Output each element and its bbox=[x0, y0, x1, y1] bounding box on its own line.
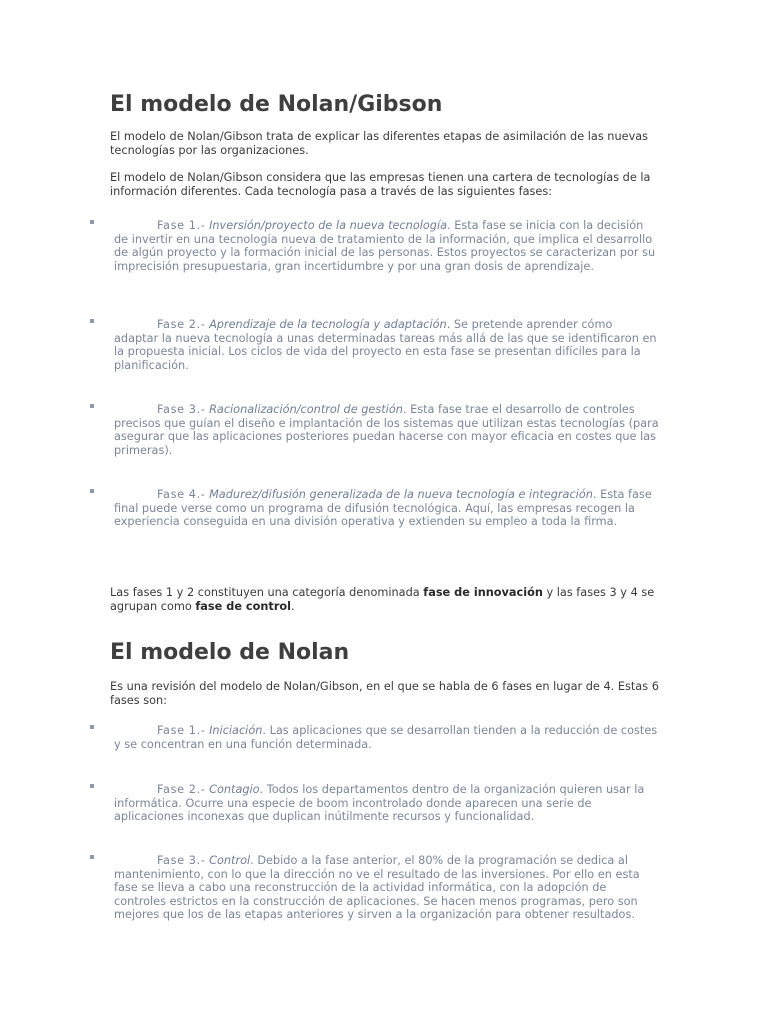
item-body: . Esta fase final puede verse como un programa de difusión tecnológica. Aquí, las empresas recogen la experiencia conseguida en una división operativa y extienden su empleo a toda la firma. bbox=[114, 488, 652, 529]
innovation-phase-term: fase de innovación bbox=[423, 586, 543, 599]
bullet-icon bbox=[90, 220, 94, 224]
item-label: Fase 3.- bbox=[157, 403, 206, 416]
section2-title: El modelo de Nolan bbox=[110, 640, 350, 665]
item-title: Inversión/proyecto de la nueva tecnología bbox=[209, 219, 448, 232]
item-label: Fase 1.- bbox=[157, 219, 206, 232]
item-body: . Debido a la fase anterior, el 80% de la programación se dedica al mantenimiento, con lo que la dirección no ve el resultado de las inversiones. Por ello en esta fase se lleva a cabo una reconstrucción de la actividad informática, con la adopción de controles estrictos en la construcción de aplicaciones. Se hacen menos programas, pero son mejores que los de las etapas anteriores y sirven a la organización para obtener resultados. bbox=[114, 854, 640, 922]
item-body: . Se pretende aprender cómo adaptar la nueva tecnología a unas determinadas tareas más allá de las que se identificaron en la propuesta inicial. Los ciclos de vida del proyecto en esta fase se presentan difíciles para la planificación. bbox=[114, 318, 657, 372]
item-body: . Esta fase trae el desarrollo de controles precisos que guían el diseño e implantación de los sistemas que utilizan estas tecnologías (para asegurar que las aplicaciones posteriores puedan hacerse con mayor eficacia en costes que las primeras). bbox=[114, 403, 659, 457]
bullet-icon bbox=[90, 404, 94, 408]
section1-intro-2: El modelo de Nolan/Gibson considera que las empresas tienen una cartera de tecnologías de la información diferentes. Cada tecnología pasa a través de las siguientes fases: bbox=[110, 171, 651, 198]
item-body: . Esta fase se inicia con la decisión de invertir en una tecnología nueva de tratamiento de la información, que implica el desarrollo de algún proyecto y la formación inicial de las personas. Estos proyectos se caracterizan por su imprecisión presupuestaria, gran incertidumbre y por una gran dosis de aprendizaje. bbox=[114, 219, 656, 273]
section1-closing: Las fases 1 y 2 constituyen una categoría denominada fase de innovación y las fases 3 y 4 se agrupan como fase de control. bbox=[110, 586, 655, 613]
item-label: Fase 3.- bbox=[157, 854, 206, 867]
item-title: Control bbox=[209, 854, 251, 867]
item-label: Fase 1.- bbox=[157, 724, 206, 737]
item-label: Fase 2.- bbox=[157, 783, 206, 796]
item-label: Fase 4.- bbox=[157, 488, 206, 501]
bullet-icon bbox=[90, 319, 94, 323]
control-phase-term: fase de control bbox=[195, 599, 292, 613]
item-title: Aprendizaje de la tecnología y adaptación bbox=[209, 318, 447, 331]
bullet-icon bbox=[90, 489, 94, 493]
item-body: . Todos los departamentos dentro de la organización quieren usar la informática. Ocurre una especie de boom incontrolado donde aparecen una serie de aplicaciones inconexas que duplican inútilmente recursos y funcionalidad. bbox=[114, 783, 645, 824]
section2-intro: Es una revisión del modelo de Nolan/Gibson, en el que se habla de 6 fases en lugar de 4. Estas 6 fases son: bbox=[110, 680, 659, 707]
item-body: . Las aplicaciones que se desarrollan tienden a la reducción de costes y se concentran en una función determinada. bbox=[114, 724, 658, 751]
item-title: Racionalización/control de gestión bbox=[209, 403, 403, 416]
item-title: Madurez/difusión generalizada de la nueva tecnología e integración bbox=[209, 488, 593, 501]
section1-intro-1: El modelo de Nolan/Gibson trata de explicar las diferentes etapas de asimilación de las nuevas tecnologías por las organizaciones. bbox=[110, 130, 649, 157]
item-title: Contagio bbox=[209, 783, 260, 796]
bullet-icon bbox=[90, 855, 94, 859]
item-title: Iniciación bbox=[209, 724, 263, 737]
item-label: Fase 2.- bbox=[157, 318, 206, 331]
bullet-icon bbox=[90, 725, 94, 729]
bullet-icon bbox=[90, 784, 94, 788]
section1-title: El modelo de Nolan/Gibson bbox=[110, 92, 443, 117]
